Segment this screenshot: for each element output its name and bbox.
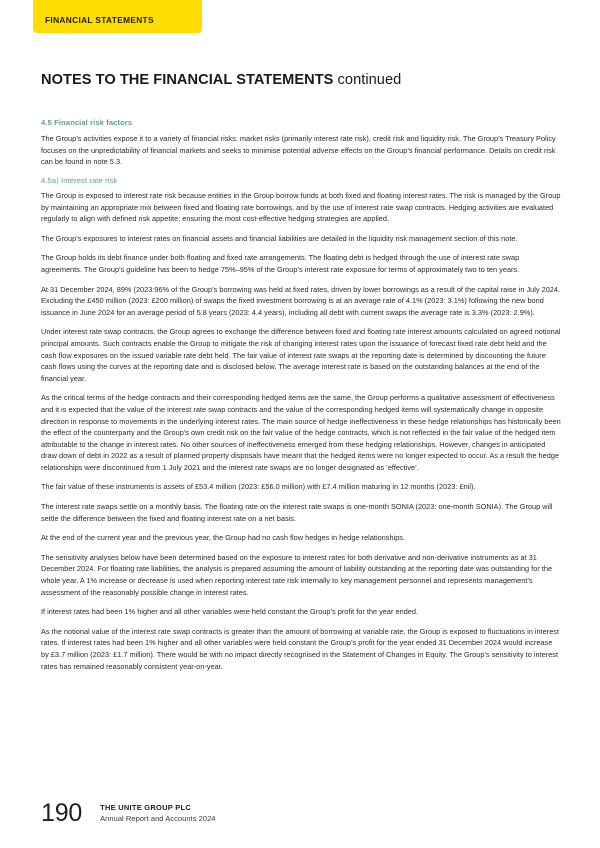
paragraph-6: Under interest rate swap contracts, the Group agrees to exchange the difference between fixed and floating rate interest amounts calculated on agreed notional principal amounts. Such contracts enable the Group to mitigate the risk of changing interest rates upon the issuance of forecast fixed rate debt held and the cash flow exposures on the issued variable rate debt held. The fair value of interest rate swaps at the reporting date is determined by discounting the future cash flows using the curves at the reporting date and is disclosed below. The average interest rate is based on the outstanding balances at the end of the financial year. — [41, 327, 561, 383]
report-title: Annual Report and Accounts 2024 — [100, 814, 216, 823]
paragraph-4: The Group holds its debt finance under both floating and fixed rate arrangements. The floating debt is hedged through the use of interest rate swap agreements. The Group’s guideline has been to hedge 75%–95% of the Group’s interest rate exposure for terms of approximately two to ten years. — [41, 253, 520, 274]
paragraph-2: The Group is exposed to interest rate risk because entities in the Group borrow funds at both fixed and floating interest rates. The risk is managed by the Group by maintaining an appropriate mix between fixed and floating rate borrowings, and by the use of interest rate swap contracts. Hedging activities are evaluated regularly to align with defined risk appetite; ensuring the most cost-effective hedging strategies are applied. — [41, 191, 561, 224]
paragraph-5: At 31 December 2024, 89% (2023:96% of the Group’s borrowing was held at fixed rates, driven by lower borrowings as a result of the capital raise in July 2024. Excluding the £450 million (2023: £200 million) of swaps the fixed investment borrowing is at an average rate of 4.1% (2023: 3.1%) following the new bond issuance in June 2024 for an average period of 5.8 years (2023: 4.4 years), including all debt with current swaps the average rate is 3.3% (2023: 2.9%). — [41, 284, 561, 317]
section-tab-label: FINANCIAL STATEMENTS — [45, 15, 154, 25]
note-heading-4-5: 4.5 Financial risk factors — [41, 118, 133, 127]
page-title-main: NOTES TO THE FINANCIAL STATEMENTS — [41, 72, 334, 88]
paragraph-12: If interest rates had been 1% higher and all other variables were held constant the Group’s profit for the year ended. — [41, 607, 419, 617]
paragraph-9: The interest rate swaps settle on a monthly basis. The floating rate on the interest rate swaps is one-month SONIA (2023: one-month SONIA). The Group will settle the difference between the fixed and floating interest rate on a net basis. — [41, 502, 553, 523]
paragraph-3: The Group’s exposures to interest rates on financial assets and financial liabilities are detailed in the liquidity risk management section of this note. — [41, 233, 518, 243]
page-footer — [41, 801, 216, 826]
paragraph-11: The sensitivity analyses below have been determined based on the exposure to interest rates for both derivative and non-derivative instruments as at 31 December 2024. For floating rate liabilities, the analysis is prepared assuming the amount of liability outstanding at the reporting date was outstanding for the whole year. A 1% increase or decrease is used when reporting interest rate risk internally to key management personnel and represents management’s assessment of the reasonably possible change in interest rates. — [41, 552, 553, 597]
page-number: 190 — [41, 799, 83, 827]
paragraph-10: At the end of the current year and the previous year, the Group had no cash flow hedges in hedge relationships. — [41, 533, 406, 543]
paragraph-7: As the critical terms of the hedge contracts and their corresponding hedged items are the same, the Group performs a qualitative assessment of effectiveness and it is expected that the value of the interest rate swap contracts and the value of the corresponding hedged items will systematically change in opposite direction in response to movements in the underlying interest rates. The main source of hedge ineffectiveness in these hedge relationships has historically been the effect of the counterparty and the Group’s own credit risk on the fair value of the hedge contracts, which is not reflected in the fair value of the hedged item attributable to the change in interest rates. No other sources of ineffectiveness emerged from these hedging relationships. However, changes in anticipated draw down of debt in 2022 as a result of planned property disposals have meant that the hedged items were no longer expected to occur. As a result the hedge relationships were discontinued from 1 July 2021 and the interest rate swaps are no longer designated as ‘effective’. — [41, 393, 561, 472]
footer-text-block — [100, 802, 215, 826]
company-name: THE UNITE GROUP PLC — [100, 803, 191, 812]
paragraph-13: As the notional value of the interest rate swap contracts is greater than the amount of borrowing at variable rate, the Group is exposed to fluctuations in interest rates. If interest rates had been 1% higher and all other variables were held constant the Group’s profit for the year ended 31 December 2024 would increase by £3.7 million (2023: £1.7 million). There would be with no impact directly recognised in the Statement of Changes in Equity. The Group’s sensitivity to interest rates has remained reasonably consistent year-on-year. — [41, 626, 560, 671]
paragraph-8: The fair value of these instruments is assets of £53.4 million (2023: £56.0 million) with £7.4 million maturing in 12 months (2023: £nil). — [41, 482, 476, 492]
note-content — [41, 118, 562, 672]
note-heading-4-5a: 4.5a) Interest rate risk — [41, 175, 118, 185]
paragraph-1: The Group’s activities expose it to a variety of financial risks: market risks (primarily interest rate risk), credit risk and liquidity risk. The Group’s Treasury Policy focuses on the unpredictability of financial markets and seeks to minimise potential adverse effects on the Group’s financial performance. Details on credit risk can be found in note 5.3. — [41, 134, 556, 167]
page-title — [41, 72, 401, 88]
page-title-suffix: continued — [333, 72, 402, 88]
section-tab-financial-statements — [33, 0, 202, 33]
